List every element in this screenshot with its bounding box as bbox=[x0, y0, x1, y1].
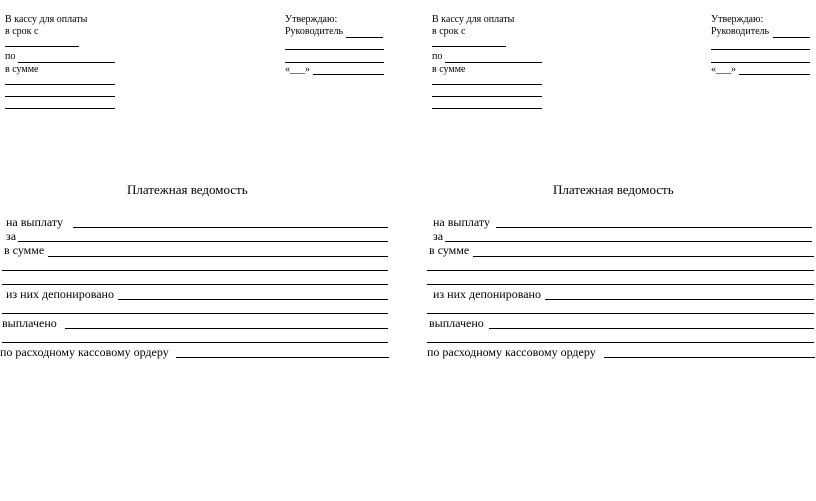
term-to-label: по bbox=[5, 51, 16, 62]
sum-line-2[interactable] bbox=[432, 96, 542, 97]
term-to-line[interactable] bbox=[445, 62, 542, 63]
term-from-line[interactable] bbox=[432, 46, 506, 47]
amount-label: в сумме bbox=[429, 243, 470, 257]
deposited-label: из них депонировано bbox=[433, 287, 541, 301]
date-line[interactable] bbox=[313, 74, 384, 75]
term-to-line[interactable] bbox=[18, 62, 115, 63]
deposited-label: из них депонировано bbox=[6, 287, 114, 301]
order-line[interactable] bbox=[604, 357, 815, 358]
amount-line[interactable] bbox=[473, 256, 814, 257]
paid-label: выплачено bbox=[429, 316, 484, 330]
payout-label: на выплату bbox=[433, 215, 490, 229]
date-line[interactable] bbox=[739, 74, 810, 75]
order-line[interactable] bbox=[176, 357, 389, 358]
director-label: Руководитель bbox=[711, 26, 770, 37]
amount-line-2[interactable] bbox=[427, 270, 814, 271]
sum-line-2[interactable] bbox=[5, 96, 115, 97]
approve-line-1[interactable] bbox=[711, 49, 810, 50]
payout-label: на выплату bbox=[6, 215, 63, 229]
for-label: за bbox=[6, 229, 17, 243]
sum-line-3[interactable] bbox=[5, 108, 115, 109]
amount-line-3[interactable] bbox=[427, 284, 814, 285]
amount-line-2[interactable] bbox=[2, 270, 388, 271]
document-title: Платежная ведомость bbox=[553, 182, 674, 197]
amount-label: в сумме bbox=[4, 243, 45, 257]
sum-line-1[interactable] bbox=[432, 84, 542, 85]
director-label: Руководитель bbox=[285, 26, 344, 37]
for-line[interactable] bbox=[18, 241, 388, 242]
payout-line[interactable] bbox=[73, 227, 388, 228]
term-from-label: в срок с bbox=[5, 26, 39, 37]
director-sign-line[interactable] bbox=[773, 37, 810, 38]
approve-label: Утверждаю: bbox=[711, 14, 764, 25]
term-from-label: в срок с bbox=[432, 26, 466, 37]
deposited-line-2[interactable] bbox=[2, 313, 388, 314]
sum-line-1[interactable] bbox=[5, 84, 115, 85]
for-line[interactable] bbox=[445, 241, 812, 242]
deposited-line[interactable] bbox=[545, 299, 814, 300]
deposited-line[interactable] bbox=[118, 299, 388, 300]
date-quotes: «___» bbox=[711, 64, 736, 75]
amount-line[interactable] bbox=[48, 256, 388, 257]
sum-label: в сумме bbox=[432, 64, 466, 75]
approve-label: Утверждаю: bbox=[285, 14, 338, 25]
payout-line[interactable] bbox=[496, 227, 812, 228]
paid-line[interactable] bbox=[65, 328, 388, 329]
term-from-line[interactable] bbox=[5, 46, 79, 47]
order-label: по расходному кассовому ордеру bbox=[0, 345, 169, 359]
paid-line-2[interactable] bbox=[427, 342, 814, 343]
approve-line-2[interactable] bbox=[285, 62, 384, 63]
payment-sheet-right bbox=[427, 0, 816, 501]
deposited-line-2[interactable] bbox=[427, 313, 814, 314]
payment-sheet-left bbox=[0, 0, 400, 501]
cash-desk-label: В кассу для оплаты bbox=[432, 14, 515, 25]
director-sign-line[interactable] bbox=[346, 37, 383, 38]
term-to-label: по bbox=[432, 51, 443, 62]
date-quotes: «___» bbox=[285, 64, 310, 75]
approve-line-1[interactable] bbox=[285, 49, 384, 50]
cash-desk-label: В кассу для оплаты bbox=[5, 14, 88, 25]
paid-line[interactable] bbox=[489, 328, 814, 329]
for-label: за bbox=[433, 229, 444, 243]
paid-line-2[interactable] bbox=[2, 342, 388, 343]
document-title: Платежная ведомость bbox=[127, 182, 248, 197]
order-label: по расходному кассовому ордеру bbox=[427, 345, 596, 359]
sum-line-3[interactable] bbox=[432, 108, 542, 109]
approve-line-2[interactable] bbox=[711, 62, 810, 63]
paid-label: выплачено bbox=[2, 316, 57, 330]
amount-line-3[interactable] bbox=[2, 284, 388, 285]
sum-label: в сумме bbox=[5, 64, 39, 75]
